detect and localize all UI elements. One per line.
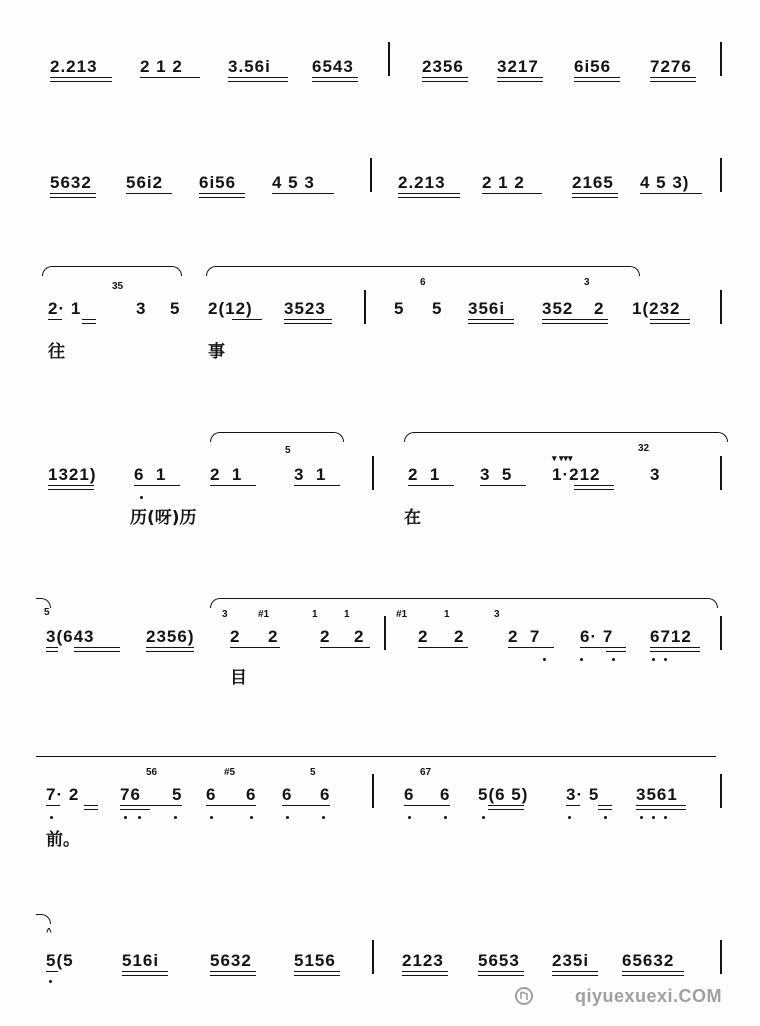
- beam-line: [398, 193, 460, 194]
- measure: 6i56: [574, 57, 612, 76]
- beam-line: [650, 81, 696, 82]
- beam-line: [206, 805, 256, 806]
- slur: [210, 598, 718, 608]
- bar-line: [720, 42, 722, 76]
- measure: 2356: [422, 57, 464, 76]
- beam-line: [650, 323, 690, 324]
- octave-dot: [49, 980, 52, 983]
- beam-line: [404, 805, 450, 806]
- beam-line: [50, 81, 112, 82]
- measure: 2 1: [408, 465, 441, 484]
- grace-note: 56: [146, 767, 158, 778]
- grace-note: ^: [46, 927, 52, 938]
- slur: [42, 266, 182, 276]
- measure: 6712: [650, 627, 692, 646]
- beam-line: [418, 647, 468, 648]
- bar-line: [372, 774, 374, 808]
- measure: 5632: [210, 951, 252, 970]
- measure: 2: [418, 627, 429, 646]
- bar-line: [720, 290, 722, 324]
- beam-line: [228, 77, 288, 78]
- octave-dot: [568, 816, 571, 819]
- bar-line: [370, 158, 372, 192]
- beam-line: [46, 805, 60, 806]
- bar-line: [720, 616, 722, 650]
- grace-note: 5: [285, 445, 291, 456]
- measure: 5(6 5): [478, 785, 529, 804]
- beam-line: [574, 81, 620, 82]
- beam-line: [480, 485, 526, 486]
- slur: [206, 266, 640, 276]
- bar-line: [384, 616, 386, 650]
- beam-line: [622, 971, 684, 972]
- octave-dot: [604, 816, 607, 819]
- beam-line: [46, 651, 58, 652]
- octave-dot: [286, 816, 289, 819]
- measure: 3(643: [46, 627, 95, 646]
- measure: 6· 7: [580, 627, 614, 646]
- beam-line: [284, 319, 332, 320]
- beam-line: [50, 77, 112, 78]
- measure: 5632: [50, 173, 92, 192]
- beam-line: [508, 647, 554, 648]
- beam-line: [120, 805, 182, 806]
- beam-line: [294, 975, 340, 976]
- beam-line: [146, 651, 194, 652]
- measure: 65632: [622, 951, 675, 970]
- bar-line: [372, 940, 374, 974]
- grace-note: ▾ ▾▾▾: [552, 453, 573, 463]
- beam-line: [497, 77, 543, 78]
- measure: 3.56i: [228, 57, 271, 76]
- beam-line: [84, 809, 98, 810]
- octave-dot: [640, 816, 643, 819]
- grace-note: 3: [584, 277, 590, 288]
- measure: 5: [394, 299, 405, 318]
- measure: 6: [206, 785, 217, 804]
- score-line-5: [0, 594, 760, 694]
- bar-line: [720, 774, 722, 808]
- measure: 3 1: [294, 465, 327, 484]
- grace-note: 32: [638, 443, 650, 454]
- measure: 235i: [552, 951, 590, 970]
- bar-line: [720, 940, 722, 974]
- measure: 2.213: [50, 57, 98, 76]
- beam-line: [398, 197, 460, 198]
- beam-line: [50, 193, 96, 194]
- beam-line: [650, 651, 700, 652]
- beam-line: [574, 77, 620, 78]
- measure: 3: [650, 465, 661, 484]
- bar-line: [364, 290, 366, 324]
- measure: 2· 1: [48, 299, 82, 318]
- beam-line: [84, 805, 98, 806]
- measure: 3217: [497, 57, 539, 76]
- grace-note: 1: [444, 609, 450, 620]
- octave-dot: [482, 816, 485, 819]
- beam-line: [488, 805, 524, 806]
- beam-line: [272, 193, 334, 194]
- grace-note: 35: [112, 281, 124, 292]
- beam-line: [48, 489, 94, 490]
- beam-line: [572, 197, 618, 198]
- beam-line: [320, 647, 370, 648]
- measure: 5: [172, 785, 183, 804]
- beam-line: [146, 647, 194, 648]
- measure: 5: [170, 299, 181, 318]
- measure: 7· 2: [46, 785, 80, 804]
- octave-dot: [50, 816, 53, 819]
- grace-note: 5: [44, 607, 50, 618]
- octave-dot: [664, 816, 667, 819]
- measure: 2: [354, 627, 365, 646]
- octave-dot: [140, 496, 143, 499]
- grace-note: 3: [494, 609, 500, 620]
- measure: 6i56: [199, 173, 237, 192]
- octave-dot: [322, 816, 325, 819]
- lyric: 前。: [46, 830, 80, 850]
- score-line-7: [0, 914, 760, 984]
- measure: 1321): [48, 465, 97, 484]
- beam-line: [542, 319, 608, 320]
- beam-line: [402, 971, 448, 972]
- score-line-3: [0, 262, 760, 372]
- beam-line: [552, 975, 598, 976]
- measure: 56i2: [126, 173, 164, 192]
- beam-line: [640, 193, 702, 194]
- octave-dot: [250, 816, 253, 819]
- beam-line: [230, 647, 280, 648]
- beam-line: [74, 651, 120, 652]
- beam-line: [606, 651, 626, 652]
- beam-line: [74, 647, 120, 648]
- bar-line: [720, 158, 722, 192]
- beam-line: [122, 971, 168, 972]
- score-line-6: [0, 752, 760, 852]
- beam-line: [228, 81, 288, 82]
- measure: 2: [268, 627, 279, 646]
- grace-note: 6: [420, 277, 426, 288]
- measure: 5: [432, 299, 443, 318]
- measure: 2 1: [210, 465, 243, 484]
- beam-line: [122, 975, 168, 976]
- octave-dot: [612, 658, 615, 661]
- measure: 2 1 2: [482, 173, 525, 192]
- grace-note: 1: [344, 609, 350, 620]
- octave-dot: [580, 658, 583, 661]
- beam-line: [478, 971, 524, 972]
- measure: 6543: [312, 57, 354, 76]
- beam-line: [598, 805, 612, 806]
- measure: 2: [594, 299, 605, 318]
- measure: 3 5: [480, 465, 513, 484]
- slur: [404, 432, 728, 442]
- bar-line: [372, 456, 374, 490]
- watermark-logo-icon: [514, 986, 534, 1006]
- beam-line: [478, 975, 524, 976]
- octave-dot: [543, 658, 546, 661]
- grace-note: #1: [258, 609, 270, 620]
- octave-dot: [210, 816, 213, 819]
- beam-line: [46, 971, 58, 972]
- measure: 2123: [402, 951, 444, 970]
- measure: 2: [230, 627, 241, 646]
- beam-line: [210, 971, 256, 972]
- beam-line: [542, 323, 608, 324]
- beam-line: [140, 77, 200, 78]
- beam-line: [650, 319, 690, 320]
- beam-line: [482, 193, 542, 194]
- beam-line: [650, 77, 696, 78]
- beam-line: [552, 971, 598, 972]
- grace-note: 3: [222, 609, 228, 620]
- beam-line: [294, 485, 340, 486]
- measure: 2(12): [208, 299, 253, 318]
- octave-dot: [444, 816, 447, 819]
- lyric: 历(呀)历: [130, 508, 197, 528]
- beam-line: [120, 809, 150, 810]
- beam-line: [402, 975, 448, 976]
- grace-note: 1: [312, 609, 318, 620]
- measure: 3523: [284, 299, 326, 318]
- beam-line: [622, 975, 684, 976]
- measure: 5(5: [46, 951, 74, 970]
- beam-line: [82, 323, 96, 324]
- octave-dot: [664, 658, 667, 661]
- beam-line: [48, 485, 94, 486]
- beam-line: [572, 193, 618, 194]
- beam-line: [497, 81, 543, 82]
- measure: 352: [542, 299, 574, 318]
- beam-line: [574, 485, 614, 486]
- lyric: 事: [208, 342, 225, 362]
- beam-line: [199, 193, 245, 194]
- measure: 1·212: [552, 465, 601, 484]
- octave-dot: [652, 816, 655, 819]
- measure: 76: [120, 785, 141, 804]
- beam-line: [294, 971, 340, 972]
- measure: 2 7: [508, 627, 541, 646]
- octave-dot: [124, 816, 127, 819]
- grace-note: 67: [420, 767, 432, 778]
- measure: 6: [440, 785, 451, 804]
- beam-line: [598, 809, 612, 810]
- beam-line: [210, 975, 256, 976]
- beam-line: [422, 77, 468, 78]
- measure: 7276: [650, 57, 692, 76]
- score-line-2: [0, 166, 760, 206]
- measure: 4 5 3: [272, 173, 315, 192]
- beam-line: [312, 81, 358, 82]
- beam-line: [488, 809, 524, 810]
- octave-dot: [174, 816, 177, 819]
- measure: 6: [404, 785, 415, 804]
- measure: 6: [282, 785, 293, 804]
- lyric: 目: [230, 668, 247, 688]
- measure: 5156: [294, 951, 336, 970]
- beam-line: [636, 805, 686, 806]
- measure: 6: [246, 785, 257, 804]
- bar-line: [720, 456, 722, 490]
- beam-line: [282, 805, 330, 806]
- beam-line: [422, 81, 468, 82]
- grace-note: 5: [310, 767, 316, 778]
- measure: 3: [136, 299, 147, 318]
- octave-dot: [652, 658, 655, 661]
- lyric: 往: [48, 342, 65, 362]
- score-line-4: [0, 428, 760, 538]
- beam-line: [46, 647, 58, 648]
- beam-line: [468, 319, 514, 320]
- beam-line: [284, 323, 332, 324]
- measure: 6 1: [134, 465, 167, 484]
- beam-line: [408, 485, 454, 486]
- bar-line: [388, 42, 390, 76]
- beam-line: [650, 647, 700, 648]
- beam-line: [199, 197, 245, 198]
- lyric: 在: [404, 508, 421, 528]
- beam-line: [468, 323, 514, 324]
- grace-note: #5: [224, 767, 236, 778]
- measure: 4 5 3): [640, 173, 690, 192]
- measure: 3561: [636, 785, 678, 804]
- tie-line: [36, 756, 716, 757]
- measure: 2: [454, 627, 465, 646]
- measure: 356i: [468, 299, 506, 318]
- measure: 2 1 2: [140, 57, 183, 76]
- measure: 2356): [146, 627, 195, 646]
- beam-line: [580, 647, 626, 648]
- grace-note: #1: [396, 609, 408, 620]
- score-line-1: [0, 50, 760, 90]
- beam-line: [134, 485, 180, 486]
- beam-line: [566, 805, 580, 806]
- beam-line: [574, 489, 614, 490]
- measure: 5653: [478, 951, 520, 970]
- beam-line: [126, 193, 172, 194]
- octave-dot: [138, 816, 141, 819]
- measure: 1(232: [632, 299, 681, 318]
- beam-line: [232, 319, 262, 320]
- beam-line: [636, 809, 686, 810]
- measure: 6: [320, 785, 331, 804]
- measure: 3· 5: [566, 785, 600, 804]
- measure: 2: [320, 627, 331, 646]
- measure: 2.213: [398, 173, 446, 192]
- octave-dot: [408, 816, 411, 819]
- beam-line: [50, 197, 96, 198]
- slur-continuation: [36, 914, 51, 924]
- slur: [210, 432, 344, 442]
- beam-line: [312, 77, 358, 78]
- measure: 516i: [122, 951, 160, 970]
- beam-line: [210, 485, 256, 486]
- beam-line: [82, 319, 96, 320]
- measure: 2165: [572, 173, 614, 192]
- watermark-text: qiyuexuexi.COM: [574, 986, 722, 1006]
- beam-line: [48, 319, 62, 320]
